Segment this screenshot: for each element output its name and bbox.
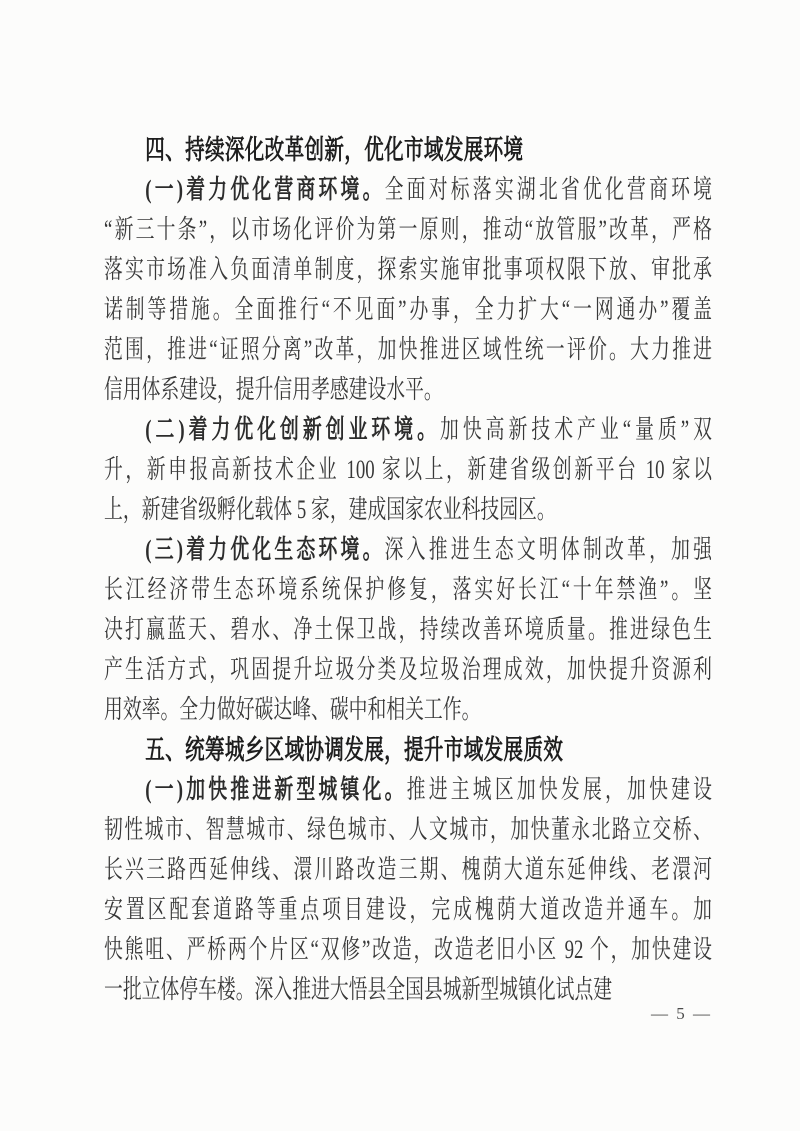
paragraph-line: 快熊咀、严桥两个片区“双修”改造，改造老旧小区 92 个，加快建设 [104,935,713,964]
paragraph-line: 诺制等措施。全面推行“不见面”办事，全力扩大“一网通办”覆盖 [104,295,713,324]
paragraph-line: 安置区配套道路等重点项目建设，完成槐荫大道改造并通车。加 [104,895,713,924]
paragraph-line [104,530,712,570]
paragraph-line: 长江经济带生态环境系统保护修复，落实好长江“十年禁渔”。坚 [104,575,713,604]
document-body [104,130,712,1010]
section-heading-5: 五、统筹城乡区域协调发展，提升市域发展质效 [145,735,564,765]
paragraph-line: 决打赢蓝天、碧水、净土保卫战，持续改善环境质量。推进绿色生 [104,615,713,644]
paragraph-line: 信用体系建设，提升信用孝感建设水平。 [104,375,443,404]
paragraph-lead: (一)着力优化营商环境。 [145,175,385,204]
page-number: — 5 — [651,1004,712,1023]
paragraph-4-2 [104,410,712,530]
paragraph-4-1 [104,170,712,410]
paragraph-line [104,770,712,810]
paragraph-line [104,410,712,450]
paragraph-text: 推进主城区加快发展，加快建设 [406,775,713,804]
paragraph-lead: (三)着力优化生态环境。 [145,535,385,564]
paragraph-line: 上，新建省级孵化载体 5 家，建成国家农业科技园区。 [104,495,556,524]
paragraph-line: 落实市场准入负面清单制度，探索实施审批事项权限下放、审批承 [104,255,713,284]
paragraph-line: 一批立体停车楼。深入推进大悟县全国县城新型城镇化试点建 [104,975,613,1004]
paragraph-text: 加快高新技术产业“量质”双 [439,415,712,444]
paragraph-4-3 [104,530,712,730]
paragraph-line: 长兴三路西延伸线、澴川路改造三期、槐荫大道东延伸线、老澴河 [104,855,713,884]
paragraph-line: 升，新申报高新技术企业 100 家以上，新建省级创新平台 10 家以 [104,455,713,484]
section-heading-4: 四、持续深化改革创新，优化市域发展环境 [145,135,524,165]
paragraph-lead: (一)加快推进新型城镇化。 [145,775,407,804]
paragraph-line: 范围，推进“证照分离”改革，加快推进区域性统一评价。大力推进 [104,335,713,364]
paragraph-line: “新三十条”，以市场化评价为第一原则，推动“放管服”改革，严格 [104,215,713,244]
paragraph-line: 产生活方式，巩固提升垃圾分类及垃圾治理成效，加快提升资源利 [104,655,713,684]
paragraph-5-1 [104,770,712,1010]
paragraph-text: 全面对标落实湖北省优化营商环境 [384,175,712,204]
paragraph-line: 韧性城市、智慧城市、绿色城市、人文城市，加快董永北路立交桥、 [104,815,713,844]
paragraph-line: 用效率。全力做好碳达峰、碳中和相关工作。 [104,695,481,724]
paragraph-text: 深入推进生态文明体制改革，加强 [384,535,712,564]
paragraph-line [104,170,712,210]
paragraph-lead: (二)着力优化创新创业环境。 [145,415,440,444]
